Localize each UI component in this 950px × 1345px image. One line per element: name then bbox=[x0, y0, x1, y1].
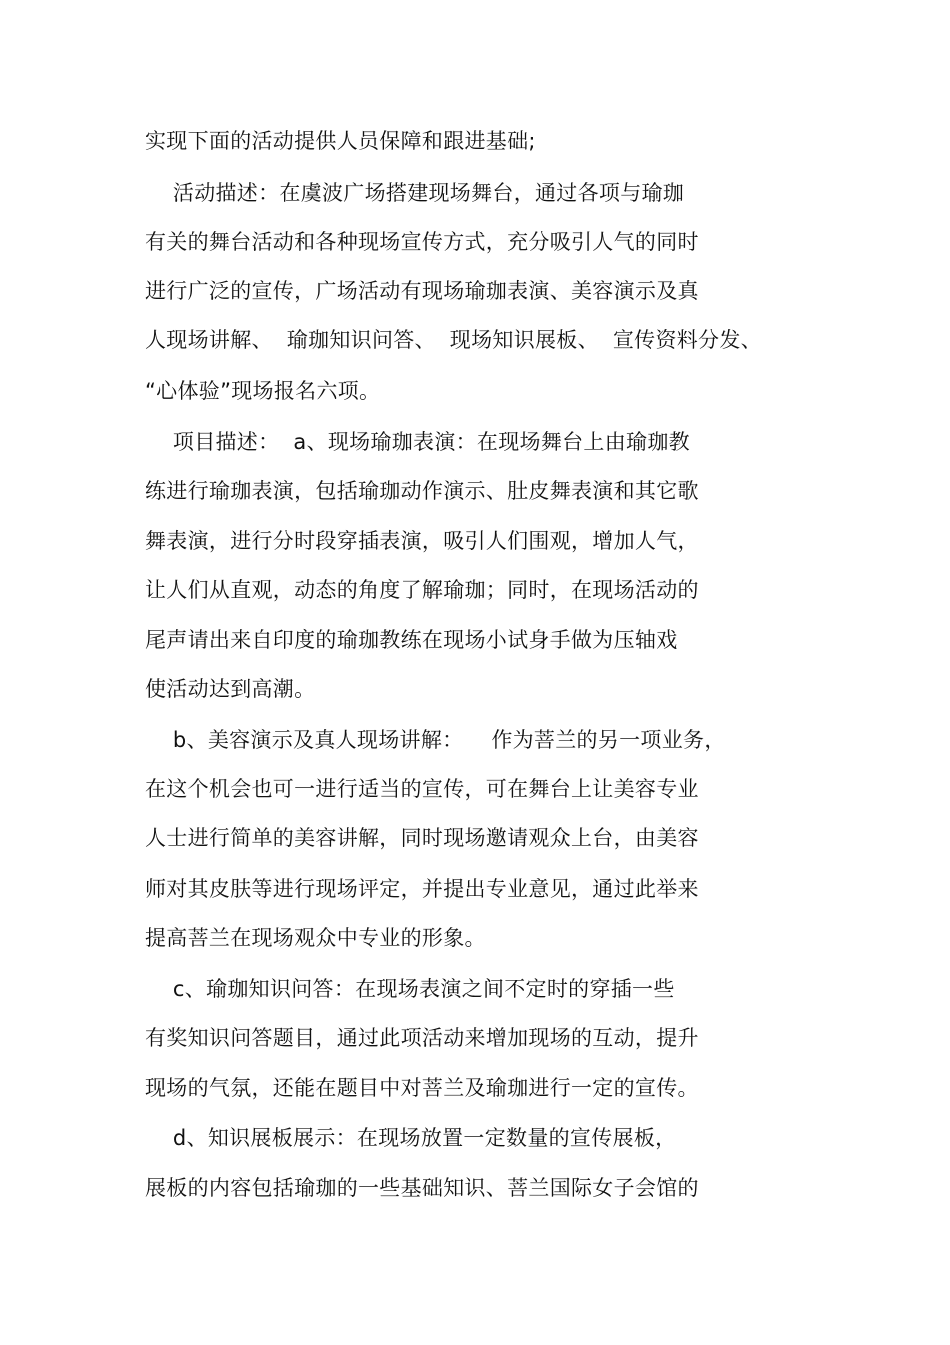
text-line: “心体验”现场报名六项。 bbox=[145, 379, 381, 403]
text-line: 人现场讲解、 瑜珈知识问答、 现场知识展板、 宣传资料分发、 bbox=[145, 328, 762, 352]
text-line: d、知识展板展示：在现场放置一定数量的宣传展板， bbox=[145, 1126, 677, 1150]
text-line: 舞表演，进行分时段穿插表演，吸引人们围观，增加人气， bbox=[145, 529, 699, 553]
text-line: 活动描述：在虞波广场搭建现场舞台，通过各项与瑜珈 bbox=[145, 181, 685, 205]
text-line: 提高菩兰在现场观众中专业的形象。 bbox=[145, 926, 486, 950]
text-line: b、美容演示及真人现场讲解： 作为菩兰的另一项业务， bbox=[145, 728, 726, 752]
text-line: c、瑜珈知识问答：在现场表演之间不定时的穿插一些 bbox=[145, 977, 675, 1001]
text-line: 实现下面的活动提供人员保障和跟进基础; bbox=[145, 129, 536, 153]
text-line: 项目描述： a、现场瑜珈表演：在现场舞台上由瑜珈教 bbox=[145, 430, 690, 454]
text-line: 现场的气氛，还能在题目中对菩兰及瑜珈进行一定的宣传。 bbox=[145, 1076, 699, 1100]
text-line: 使活动达到高潮。 bbox=[145, 677, 316, 701]
text-line: 进行广泛的宣传，广场活动有现场瑜珈表演、美容演示及真 bbox=[145, 279, 699, 303]
text-line: 尾声请出来自印度的瑜珈教练在现场小试身手做为压轴戏 bbox=[145, 628, 678, 652]
text-line: 人士进行简单的美容讲解，同时现场邀请观众上台，由美容 bbox=[145, 826, 699, 850]
text-line: 有奖知识问答题目，通过此项活动来增加现场的互动，提升 bbox=[145, 1026, 699, 1050]
text-line: 展板的内容包括瑜珈的一些基础知识、菩兰国际女子会馆的 bbox=[145, 1176, 699, 1200]
text-line: 在这个机会也可一进行适当的宣传，可在舞台上让美容专业 bbox=[145, 777, 699, 801]
text-line: 师对其皮肤等进行现场评定，并提出专业意见，通过此举来 bbox=[145, 877, 699, 901]
text-line: 让人们从直观，动态的角度了解瑜珈；同时，在现场活动的 bbox=[145, 578, 699, 602]
text-line: 练进行瑜珈表演，包括瑜珈动作演示、肚皮舞表演和其它歌 bbox=[145, 479, 699, 503]
text-line: 有关的舞台活动和各种现场宣传方式，充分吸引人气的同时 bbox=[145, 230, 699, 254]
